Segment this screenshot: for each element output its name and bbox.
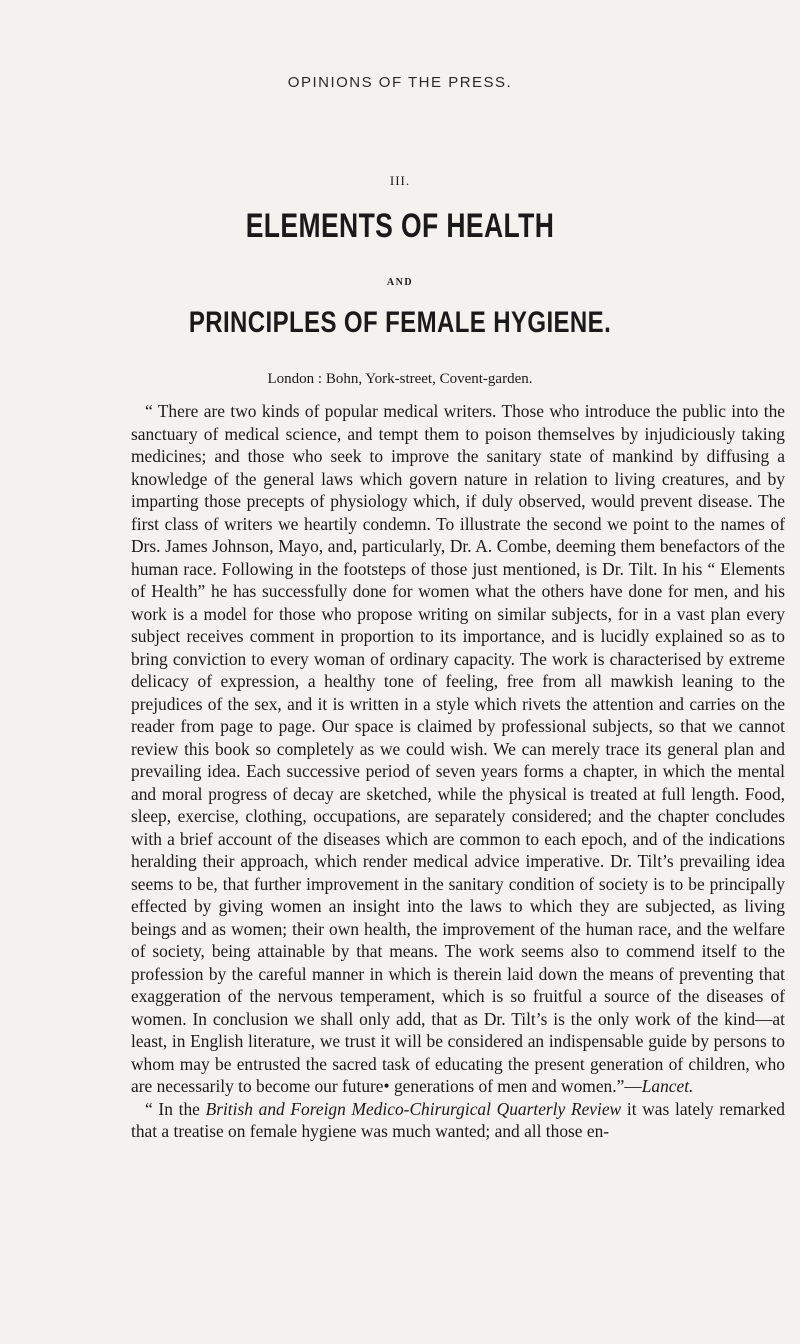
book-title-line1: ELEMENTS OF HEALTH	[245, 207, 555, 245]
second-para-prefix: “ In the	[145, 1098, 206, 1119]
review-paragraph	[131, 400, 785, 1098]
journal-title: British and Foreign Medico-Chirurgical Quarterly Review	[205, 1098, 622, 1119]
publisher-imprint: London : Bohn, York-street, Covent-garden.	[267, 371, 533, 387]
book-title-line2: PRINCIPLES OF FEMALE HYGIENE.	[188, 306, 612, 339]
section-numeral: III.	[389, 173, 411, 188]
review-quote: “ There are two kinds of popular medical writers. Those who introduce the public into the sanctuary of medical science, and tempt them to poison themselves by injudiciously taking medicines; and those who seek to improve the sanitary state of mankind by diffusing a knowledge of the general laws which govern nature in relation to living creatures, and by imparting those precepts of physiology which, if duly observed, would prevent disease. The first class of writers we heartily condemn. To illustrate the second we point to the names of Drs. James Johnson, Mayo, and, particularly, Dr. A. Combe, deeming them benefactors of the human race. Following in the footsteps of those just mentioned, is Dr. Tilt. In his “ Elements of Health” he has successfully done for women what the others have done for men, and his work is a model for those who propose writing on similar subjects, for in a vast plan every subject receives comment in proportion to its importance, and is lucidly explained so as to bring conviction to every woman of ordinary capacity. The work is characterised by extreme delicacy of expression, a healthy tone of feeling, free from all mawkish leaning to the prejudices of the sex, and it is written in a style which rivets the attention and carries on the reader from page to page. Our space is claimed by professional subjects, so that we cannot review this book so completely as we could wish. We can merely trace its general plan and prevailing idea. Each successive period of seven years forms a chapter, in which the mental and moral progress of decay are sketched, while the physical is treated at full length. Food, sleep, exercise, clothing, occupations, are separately considered; and the chapter concludes with a brief account of the diseases which are common to each epoch, and of the indications heralding their approach, which render medical advice imperative. Dr. Tilt’s prevailing idea seems to be, that further improvement in the sanitary condition of society is to be principally effected by giving women an insight into the laws to which they are subjected, as living beings and as women; their own health, the improvement of the human race, and the welfare of society, being attainable by that means. The work seems also to commend itself to the profession by the careful manner in which is therein laid down the means of preventing that exaggeration of the nervous temperament, which is so fruitful a source of the diseases of women. In conclusion we shall only add, that as Dr. Tilt’s is the only work of the kind—at least, in English literature, we trust it will be considered an indispensable guide by persons to whom may be entrusted the sacred task of educating the present generation of children, who are necessarily to become our future• generations of men and women.”—	[131, 401, 785, 1096]
running-head: OPINIONS OF THE PRESS.	[287, 74, 513, 91]
book-title-and: AND	[386, 277, 414, 288]
review-source: Lancet.	[641, 1076, 694, 1096]
second-review-paragraph	[131, 1098, 785, 1143]
second-para-rest: it was lately remarked that a treatise on female hygiene was much wanted; and all those en-	[131, 1098, 785, 1141]
review-text	[131, 400, 785, 1143]
